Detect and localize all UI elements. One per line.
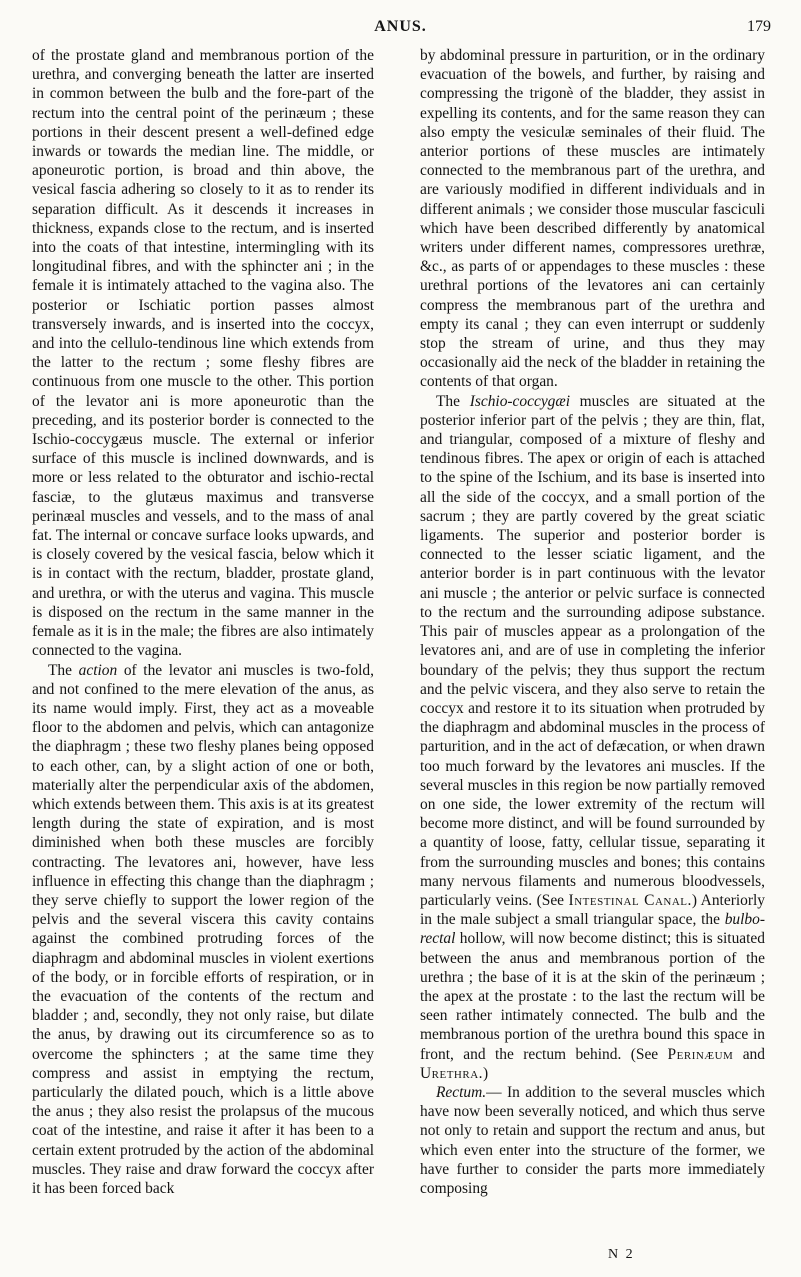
paragraph-ischio-coccygaei: [420, 392, 765, 1083]
text-run: muscles are situated at the posterior inferior part of the pelvis ; they are thin, flat, and triangular, composed of a mixture of fleshy and tendinous fibres. The apex or origin of each is attached to the spine of the Ischium, and its base is inserted into all the side of the coccyx, and a small portion of the sacrum ; they are partly covered by the great sciatic ligaments. The superior and posterior border is connected to the lesser sciatic ligament, and the anterior border is in part continuous with the levator ani muscle ; the anterior or pelvic surface is connected to the rectum and the surrounding adipose substance. This pair of muscles appear as a prolongation of the levatores ani, and are of use in completing the inferior boundary of the pelvis; they thus support the rectum and the pelvic viscera, and they also serve to retain the coccyx and restore it to its situation when protruded by the diaphragm and abdominal muscles in the process of parturition, and in the act of defæcation, or when drawn too much forward by the levatores ani muscles. If the several muscles in this region be now partially removed on one side, the lower extremity of the rectum will become more distinct, and will be found surrounded by a quantity of loose, fatty, cellular tissue, separating it from the surrounding muscles and bones; this contains many nervous filaments and numerous bloodvessels, particularly veins. (See: [420, 392, 765, 909]
italic-term: Rectum.: [436, 1083, 487, 1101]
paragraph: by abdominal pressure in parturition, or in the ordinary evacuation of the bowels, and further, by raising and compressing the trigonè of the bladder, they assist in expelling its contents, and for the same reason they can also empty the vesiculæ seminales of their fluid. The anterior portions of these muscles are intimately connected to the membranous part of the urethra, and are variously modified in different individuals and in different animals ; we consider those muscular fasciculi which have been described differently by anatomical writers under different names, compressores urethræ, &c., as parts of or appendages to these muscles : these urethral portions of the levatores ani can certainly compress the membranous part of the urethra and empty its canal ; they can even interrupt or suddenly stop the stream of urine, and thus they may occasionally aid the neck of the bladder in retaining the contents of that organ.: [420, 47, 765, 391]
signature-mark: N 2: [608, 1247, 635, 1262]
text-run: The: [48, 661, 79, 679]
cross-reference: Perinæum: [667, 1045, 734, 1063]
italic-term: action: [78, 661, 118, 679]
text-run: hollow, will now become distinct; this is situated between the anus and membranous portion of the urethra ; the base of it is at the skin of the perinæum ; the apex at the prostate : to the last the rectum will be seen rather intimately connected. The bulb and the membranous portion of the urethra bound this space in front, and the rectum behind. (See: [420, 930, 765, 1063]
paragraph-rectum: [420, 1083, 765, 1198]
cross-reference: Urethra.: [420, 1064, 484, 1082]
text-run: ) Anteriorly in the male subject a small triangular space, the: [420, 891, 765, 929]
text-run: — In addition to the several muscles which have now been severally noticed, and which thus serve not only to retain and support the rectum and anus, but which even enter into the structure of the former, we have further to consider the parts more immediately composing: [420, 1083, 765, 1197]
paragraph: of the prostate gland and membranous portion of the urethra, and converging beneath the latter are inserted in common between the bulb and the fore-part of the rectum into the central point of the perinæum ; these portions in their descent present a well-defined edge inwards or towards the median line. The middle, or aponeurotic portion, is broad and thin above, the vesical fascia adhering so closely to it as to render its separation difficult. As it descends it increases in thickness, expands close to the rectum, and is inserted into the coats of that intestine, intermingling with its longitudinal fibres, and with the sphincter ani ; in the female it is intimately attached to the vagina also. The posterior or Ischiatic portion passes almost transversely inwards, and is inserted into the coccyx, and into the cellulo-tendinous line which extends from the latter to the rectum ; some fleshy fibres are continuous from one muscle to the other. This portion of the levator ani is more aponeurotic than the preceding, and its posterior border is connected to the Ischio-coccygæus muscle. The external or inferior surface of this muscle is inclined downwards, and is more or less related to the obturator and ischio-rectal fasciæ, to the glutæus maximus and transverse perinæal muscles and vessels, and to the mass of anal fat. The internal or concave surface looks upwards, and is closely covered by the vesical fascia, below which it is in contact with the rectum, bladder, prostate gland, and urethra, or with the uterus and vagina. This muscle is disposed on the rectum in the same manner in the female as it is in the male; the fibres are also intimately connected to the vagina.: [32, 47, 374, 660]
text-run: and: [733, 1045, 765, 1063]
right-column: [420, 46, 765, 1198]
italic-term: Ischio-coccygæi: [469, 392, 570, 410]
running-head: ANUS.: [374, 18, 427, 35]
text-run: The: [436, 392, 470, 410]
left-column: [32, 46, 374, 1198]
text-run: of the levator ani muscles is two-fold, and not confined to the mere elevation of the anus, as its name would imply. First, they act as a moveable floor to the abdomen and pelvis, which can antagonize the diaphragm ; these two fleshy planes being opposed to each other, can, by a slight action of one or both, materially alter the perpendicular axis of the abdomen, which extends between them. This axis is at its greatest length during the state of expiration, and is most diminished when both these muscles are forcibly contracting. The levatores ani, however, have less influence in effecting this change than the diaphragm ; they serve chiefly to support the lower region of the pelvis and the several viscera this cavity contains against the combined protruding forces of the diaphragm and abdominal muscles in violent exertions of the body, or in forcible efforts of respiration, or in the evacuation of the contents of the rectum and bladder ; and, secondly, they not only raise, but dilate the anus, by drawing out its circumference so as to overcome the sphincters ; at the same time they compress and assist in emptying the rectum, particularly the dilated pouch, which is a little above the anus ; they also resist the prolapsus of the mucous coat of the intestine, and raise it after it has been to a certain extent protruded by the action of the abdominal muscles. They raise and draw forward the coccyx after it has been forced back: [32, 661, 374, 1197]
page-number: 179: [747, 18, 771, 35]
italic-term: bulbo-rectal: [420, 911, 765, 948]
paragraph-levator-action: [32, 661, 374, 1199]
page-header: [0, 18, 801, 40]
text-run: ): [483, 1064, 489, 1082]
cross-reference: Intestinal Canal.: [568, 891, 692, 909]
